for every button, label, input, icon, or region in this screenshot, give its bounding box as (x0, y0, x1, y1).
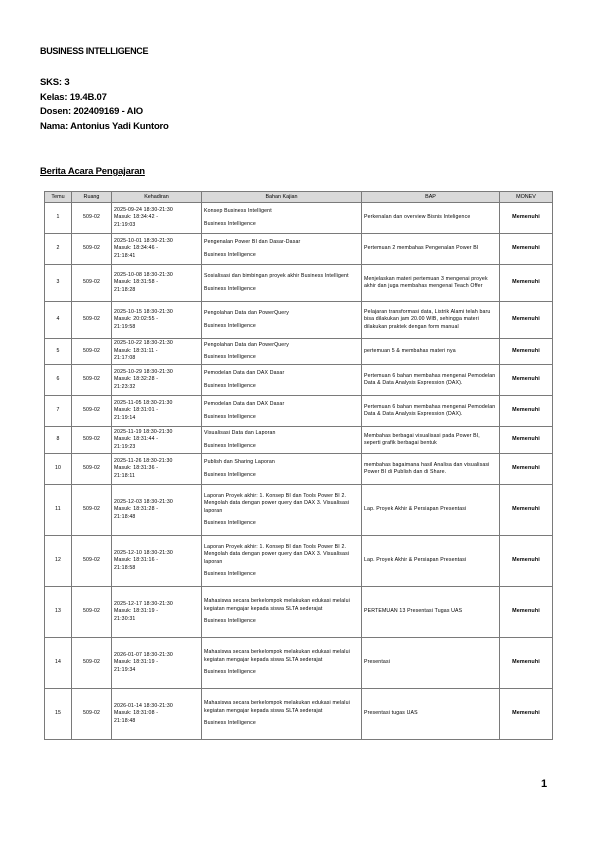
cell-kehadiran (112, 587, 202, 638)
kehadiran-line: Masuk: 18:31:01 - (114, 407, 159, 414)
cell-bap: Pertemuan 6 bahan membahas mengenai Pemodelan Data & Data Analysis Expression (DAX). (362, 396, 500, 427)
cell-monev: Memenuhi (500, 536, 553, 587)
kehadiran-line: 2025-10-01 18:30-21:30 (114, 237, 173, 244)
table-row (45, 234, 553, 265)
table-row (45, 427, 553, 454)
kehadiran-line: Masuk: 18:31:58 - (114, 279, 159, 286)
cell-temu: 6 (45, 365, 72, 396)
cell-bap: Menjelaskan materi pertemuan 3 mengenai proyek akhir dan juga membahas mengenai Teach Offer (362, 265, 500, 302)
kehadiran-line: 21:19:34 (114, 666, 136, 673)
kehadiran-line: 21:18:11 (114, 472, 136, 479)
cell-bahan-kajian (202, 536, 362, 587)
kehadiran-line: Masuk: 18:31:08 - (114, 710, 159, 717)
bahan-kajian-line: Business Intelligence (204, 354, 256, 360)
cell-monev: Memenuhi (500, 302, 553, 339)
cell-monev: Memenuhi (500, 203, 553, 234)
cell-kehadiran (112, 427, 202, 454)
cell-bahan-kajian (202, 485, 362, 536)
bahan-kajian-line: Business Intelligence (204, 442, 256, 449)
cell-bahan-kajian (202, 396, 362, 427)
cell-kehadiran (112, 689, 202, 740)
header-monev: MONEV (500, 192, 553, 203)
bahan-kajian-line: Business Intelligence (204, 382, 256, 389)
table-row (45, 689, 553, 740)
kehadiran-line: Masuk: 18:31:28 - (114, 506, 159, 513)
cell-ruang: 509-02 (72, 234, 112, 265)
cell-ruang: 509-02 (72, 302, 112, 339)
bahan-kajian-line: Mahasiswa secara berkelompok melakukan edukasi melalui kegiatan mengajar kepada siswa SLTA sederajat (204, 649, 350, 663)
bahan-kajian-line: Mahasiswa secara berkelompok melakukan edukasi melalui kegiatan mengajar kepada siswa SLTA sederajat (204, 598, 350, 612)
cell-ruang: 509-02 (72, 689, 112, 740)
cell-temu: 11 (45, 485, 72, 536)
kehadiran-line: Masuk: 18:34:46 - (114, 245, 159, 252)
sks-line: SKS: 3 (40, 77, 70, 88)
kehadiran-line: 21:23:32 (114, 383, 136, 390)
cell-monev: Memenuhi (500, 638, 553, 689)
header-kehadiran: Kehadiran (112, 192, 202, 203)
kehadiran-line: 21:19:03 (114, 221, 136, 228)
kehadiran-line: Masuk: 20:02:55 - (114, 316, 159, 323)
kehadiran-line: Masuk: 18:31:19 - (114, 608, 159, 615)
table-row (45, 203, 553, 234)
section-title: Berita Acara Pengajaran (40, 166, 145, 177)
kehadiran-line: 21:19:58 (114, 323, 136, 330)
cell-monev: Memenuhi (500, 234, 553, 265)
course-info (40, 76, 169, 134)
bahan-kajian-line: Pemodelan Data dan DAX Dasar (204, 370, 285, 377)
cell-kehadiran (112, 454, 202, 485)
kehadiran-line: 2025-09-24 18:30-21:30 (114, 206, 173, 213)
cell-kehadiran (112, 265, 202, 302)
kehadiran-line: 2025-11-26 18:30-21:30 (114, 457, 173, 464)
kehadiran-line: 21:18:48 (114, 717, 136, 724)
cell-kehadiran (112, 302, 202, 339)
table-row (45, 454, 553, 485)
bahan-kajian-line: Business Intelligence (204, 471, 256, 478)
bahan-kajian-line: Business Intelligence (204, 322, 256, 329)
kehadiran-line: 2025-10-15 18:30-21:30 (114, 308, 173, 315)
cell-kehadiran (112, 536, 202, 587)
cell-bahan-kajian (202, 689, 362, 740)
bahan-kajian-line: Pemodelan Data dan DAX Dasar (204, 401, 285, 408)
kehadiran-line: 21:18:28 (114, 286, 136, 293)
kehadiran-line: 21:18:58 (114, 564, 136, 571)
bahan-kajian-line: Konsep Business Intelligent (204, 208, 272, 215)
cell-temu: 5 (45, 339, 72, 365)
cell-bap: Pelajaran transformasi data, Listrik Alami telah baru bisa dilakukan jam 20.00 WIB, sehingga materi dilakukan praktek dengan form manual (362, 302, 500, 339)
cell-bap: Lap. Proyek Akhir & Persiapan Presentasi (362, 536, 500, 587)
kehadiran-line: 21:19:23 (114, 443, 136, 450)
bahan-kajian-line: Pengolahan Data dan PowerQuery (204, 341, 289, 348)
table-row (45, 339, 553, 365)
bahan-kajian-line: Business Intelligence (204, 720, 256, 727)
cell-temu: 15 (45, 689, 72, 740)
cell-temu: 2 (45, 234, 72, 265)
kehadiran-line: 21:18:41 (114, 252, 136, 259)
cell-bahan-kajian (202, 365, 362, 396)
cell-kehadiran (112, 638, 202, 689)
bahan-kajian-line: Pengolahan Data dan PowerQuery (204, 310, 289, 317)
kehadiran-line: 21:17:08 (114, 355, 136, 362)
cell-bahan-kajian (202, 587, 362, 638)
cell-temu: 4 (45, 302, 72, 339)
kehadiran-line: Masuk: 18:31:44 - (114, 436, 159, 443)
table-row (45, 365, 553, 396)
attendance-table (44, 191, 553, 740)
cell-bap: Presentasi tugas UAS (362, 689, 500, 740)
kehadiran-line: 2025-11-19 18:30-21:30 (114, 428, 173, 435)
bahan-kajian-line: Business Intelligence (204, 220, 256, 227)
cell-bahan-kajian (202, 454, 362, 485)
bahan-kajian-line: Laporan Proyek akhir: 1. Konsep BI dan Tools Power BI 2. Mengolah data dengan power query dan DAX 3. Visualisasi laporan (204, 492, 350, 514)
table-row (45, 265, 553, 302)
cell-monev: Memenuhi (500, 454, 553, 485)
bahan-kajian-line: Pengenalan Power BI dan Dasar-Dasar (204, 239, 301, 246)
course-title: BUSINESS INTELLIGENCE (40, 46, 149, 56)
cell-monev: Memenuhi (500, 396, 553, 427)
kehadiran-line: 2025-12-03 18:30-21:30 (114, 498, 173, 505)
nama-line: Nama: Antonius Yadi Kuntoro (40, 120, 169, 132)
cell-monev: Memenuhi (500, 485, 553, 536)
kehadiran-line: Masuk: 18:32:28 - (114, 376, 159, 383)
kehadiran-line: 2025-12-17 18:30-21:30 (114, 600, 173, 607)
kehadiran-line: 2025-11-05 18:30-21:30 (114, 399, 173, 406)
cell-bahan-kajian (202, 339, 362, 365)
cell-bahan-kajian (202, 427, 362, 454)
cell-temu: 3 (45, 265, 72, 302)
cell-bap: Lap. Proyek Akhir & Persiapan Presentasi (362, 485, 500, 536)
cell-kehadiran (112, 339, 202, 365)
cell-ruang: 509-02 (72, 365, 112, 396)
kehadiran-line: 21:19:14 (114, 414, 136, 421)
cell-ruang: 509-02 (72, 454, 112, 485)
cell-monev: Memenuhi (500, 365, 553, 396)
kelas-line: Kelas: 19.4B.07 (40, 91, 107, 103)
bahan-kajian-line: Business Intelligence (204, 519, 256, 526)
cell-temu: 7 (45, 396, 72, 427)
table-header-row (45, 192, 553, 203)
bahan-kajian-line: Laporan Proyek akhir: 1. Konsep BI dan Tools Power BI 2. Mengolah data dengan power query dan DAX 3. Visualisasi laporan (204, 543, 350, 565)
kehadiran-line: 2026-01-07 18:30-21:30 (114, 651, 173, 658)
cell-ruang: 509-02 (72, 485, 112, 536)
bahan-kajian-line: Business Intelligence (204, 285, 256, 292)
cell-temu: 8 (45, 427, 72, 454)
cell-ruang: 509-02 (72, 536, 112, 587)
kehadiran-line: 2026-01-14 18:30-21:30 (114, 702, 173, 709)
cell-kehadiran (112, 485, 202, 536)
cell-monev: Memenuhi (500, 265, 553, 302)
cell-kehadiran (112, 203, 202, 234)
cell-kehadiran (112, 396, 202, 427)
cell-temu: 12 (45, 536, 72, 587)
bahan-kajian-line: Sosialisasi dan bimbingan proyek akhir Business Intelligent (204, 273, 349, 280)
bahan-kajian-line: Business Intelligence (204, 669, 256, 676)
cell-kehadiran (112, 234, 202, 265)
cell-bahan-kajian (202, 234, 362, 265)
kehadiran-line: Masuk: 18:34:42 - (114, 214, 159, 221)
header-ruang: Ruang (72, 192, 112, 203)
cell-ruang: 509-02 (72, 203, 112, 234)
cell-temu: 1 (45, 203, 72, 234)
kehadiran-line: 2025-10-08 18:30-21:30 (114, 271, 173, 278)
cell-monev: Memenuhi (500, 427, 553, 454)
cell-bap: Perkenalan dan overview Bisnis Inteligence (362, 203, 500, 234)
bahan-kajian-line: Business Intelligence (204, 251, 256, 258)
cell-bahan-kajian (202, 203, 362, 234)
header-bahan-kajian: Bahan Kajian (202, 192, 362, 203)
kehadiran-line: 21:18:48 (114, 513, 136, 520)
cell-bap: membahas bagaimana hasil Analisa dan visualisasi Power BI di Publish dan di Share. (362, 454, 500, 485)
kehadiran-line: 2025-10-22 18:30-21:30 (114, 340, 173, 347)
cell-ruang: 509-02 (72, 265, 112, 302)
table-row (45, 638, 553, 689)
cell-bap: pertemuan 5 & membahas materi nya (362, 339, 500, 365)
cell-bap: PERTEMUAN 13 Presentasi Tugas UAS (362, 587, 500, 638)
header-temu: Temu (45, 192, 72, 203)
cell-kehadiran (112, 365, 202, 396)
page-number: 1 (541, 778, 548, 790)
table-row (45, 536, 553, 587)
cell-bahan-kajian (202, 265, 362, 302)
kehadiran-line: 2025-12-10 18:30-21:30 (114, 549, 173, 556)
cell-temu: 10 (45, 454, 72, 485)
header-bap: BAP (362, 192, 500, 203)
cell-ruang: 509-02 (72, 587, 112, 638)
cell-ruang: 509-02 (72, 339, 112, 365)
cell-bap: Pertemuan 2 membahas Pengenalan Power BI (362, 234, 500, 265)
bahan-kajian-line: Publish dan Sharing Laporan (204, 459, 275, 466)
kehadiran-line: Masuk: 18:31:16 - (114, 557, 159, 564)
cell-monev: Memenuhi (500, 339, 553, 365)
table-body (45, 203, 553, 740)
cell-monev: Memenuhi (500, 689, 553, 740)
kehadiran-line: 2025-10-29 18:30-21:30 (114, 368, 173, 375)
bahan-kajian-line: Business Intelligence (204, 618, 256, 625)
table-row (45, 485, 553, 536)
cell-bap: Presentasi (362, 638, 500, 689)
cell-bahan-kajian (202, 638, 362, 689)
bahan-kajian-line: Mahasiswa secara berkelompok melakukan edukasi melalui kegiatan mengajar kepada siswa SLTA sederajat (204, 700, 350, 714)
table-row (45, 396, 553, 427)
cell-bahan-kajian (202, 302, 362, 339)
cell-monev: Memenuhi (500, 587, 553, 638)
bahan-kajian-line: Visualisasi Data dan Laporan (204, 430, 276, 437)
kehadiran-line: Masuk: 18:31:19 - (114, 659, 159, 666)
dosen-line: Dosen: 202409169 - AIO (40, 106, 143, 117)
cell-ruang: 509-02 (72, 638, 112, 689)
cell-bap: Pertemuan 6 bahan membahas mengenai Pemodelan Data & Data Analysis Expression (DAX). (362, 365, 500, 396)
bahan-kajian-line: Business Intelligence (204, 413, 256, 420)
table-row (45, 587, 553, 638)
kehadiran-line: 21:30:31 (114, 615, 136, 622)
cell-ruang: 509-02 (72, 396, 112, 427)
table-row (45, 302, 553, 339)
bahan-kajian-line: Business Intelligence (204, 570, 256, 577)
cell-temu: 14 (45, 638, 72, 689)
cell-bap: Membahas berbagai visualisasi pada Power BI, seperti grafik berbagai bentuk (362, 427, 500, 454)
cell-temu: 13 (45, 587, 72, 638)
kehadiran-line: Masuk: 18:31:36 - (114, 465, 159, 472)
cell-ruang: 509-02 (72, 427, 112, 454)
kehadiran-line: Masuk: 18:31:11 - (114, 347, 158, 354)
